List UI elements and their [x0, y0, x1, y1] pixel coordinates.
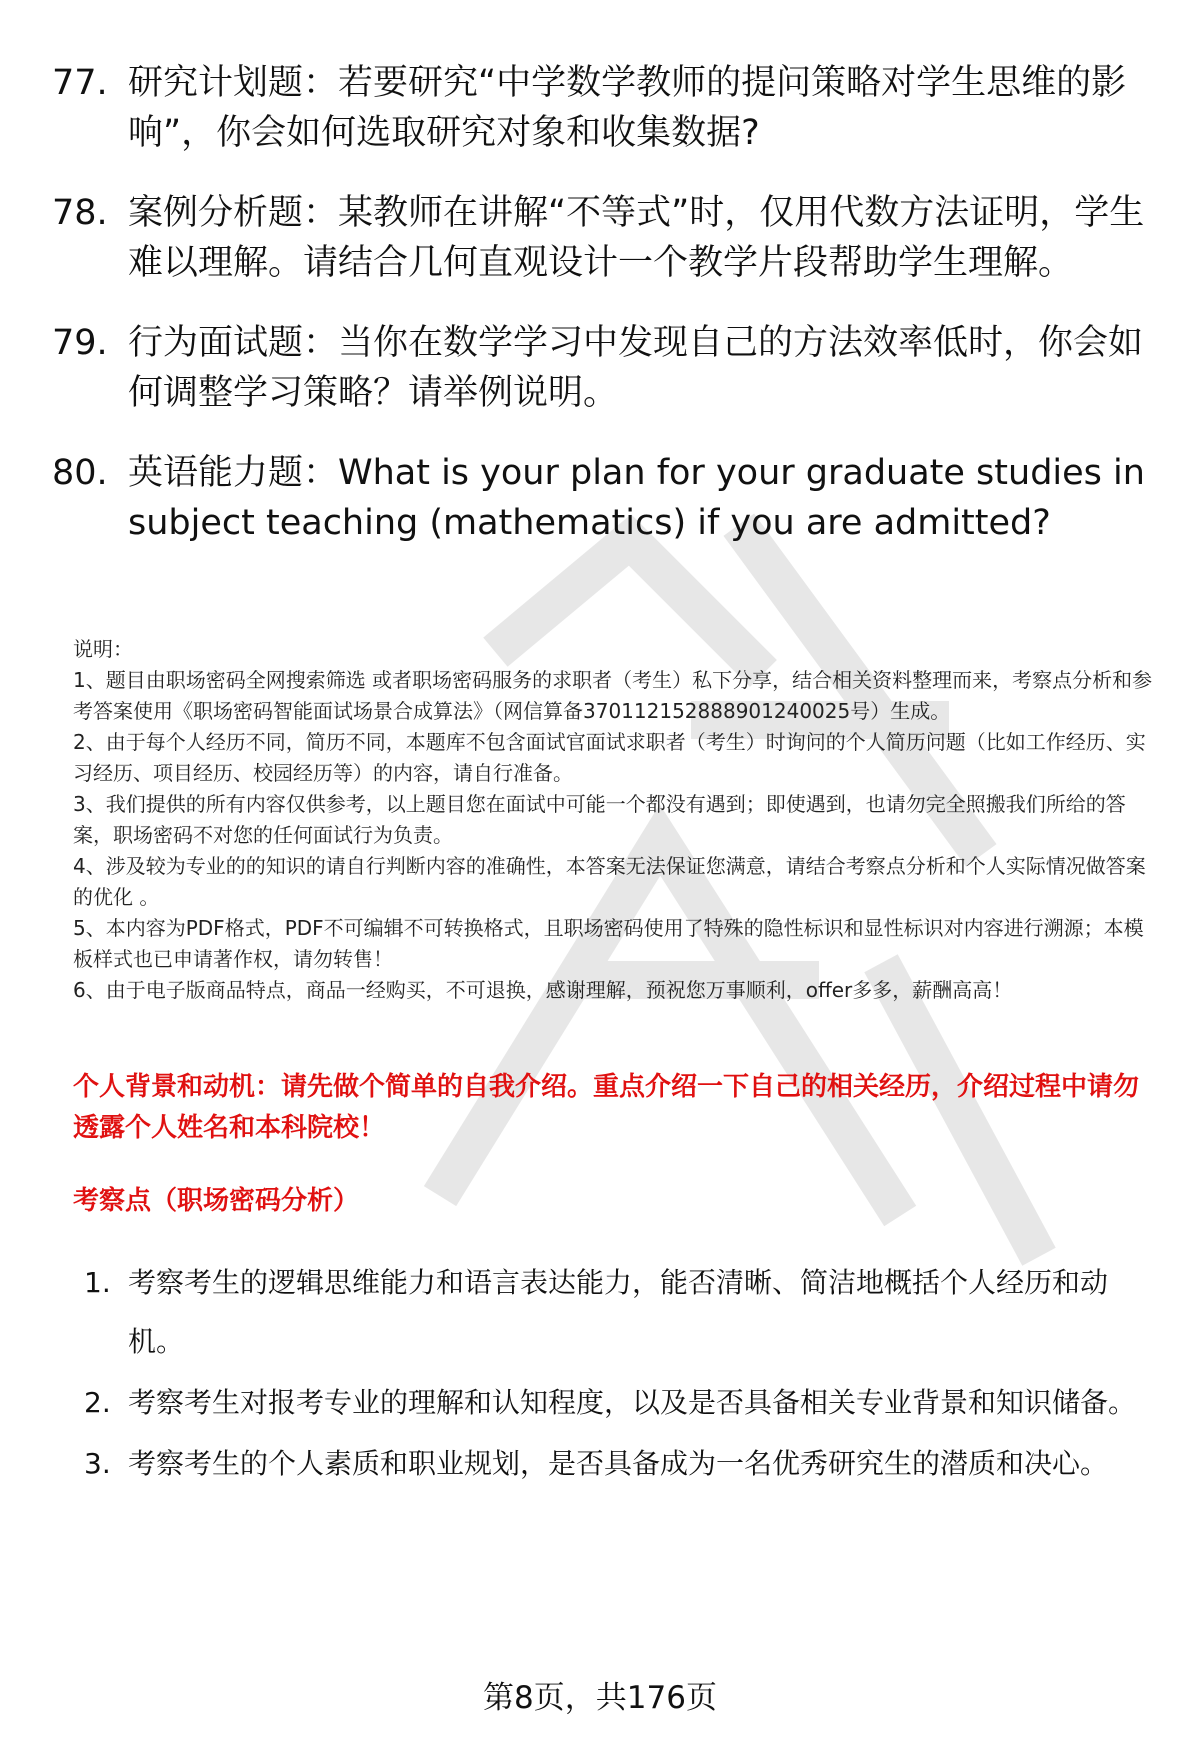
- section-heading: 个人背景和动机：请先做个简单的自我介绍。重点介绍一下自己的相关经历，介绍过程中请勿透露个人姓名和本科院校！: [73, 1072, 1140, 1143]
- question-item: [52, 58, 1152, 158]
- note-item: 2、由于每个人经历不同，简历不同，本题库不包含面试官面试求职者（考生）时询问的个人简历问题（比如工作经历、实习经历、项目经历、校园经历等）的内容，请自行准备。: [73, 730, 1146, 785]
- analysis-point: [84, 1373, 1154, 1432]
- notes-block: [73, 634, 1163, 1006]
- note-item: 1、题目由职场密码全网搜索筛选 或者职场密码服务的求职者（考生）私下分享，结合相关资料整理而来，考察点分析和参考答案使用《职场密码智能面试场景合成算法》（网信算备370112152888901240025号）生成。: [73, 668, 1153, 723]
- question-list: [52, 58, 1152, 578]
- question-item: [52, 188, 1152, 288]
- note-item: 5、本内容为PDF格式，PDF不可编辑不可转换格式，且职场密码使用了特殊的隐性标识和显性标识对内容进行溯源；本模板样式也已申请著作权，请勿转售！: [73, 916, 1144, 971]
- note-item: 4、涉及较为专业的的知识的请自行判断内容的准确性，本答案无法保证您满意，请结合考察点分析和个人实际情况做答案的优化 。: [73, 854, 1146, 909]
- note-item: 6、由于电子版商品特点，商品一经购买，不可退换，感谢理解，预祝您万事顺利，offer多多，薪酬高高！: [73, 978, 1013, 1002]
- question-number: 78.: [52, 193, 108, 233]
- question-text: 行为面试题：当你在数学学习中发现自己的方法效率低时，你会如何调整学习策略？请举例说明。: [128, 323, 1144, 413]
- question-text: 研究计划题：若要研究“中学数学教师的提问策略对学生思维的影响”，你会如何选取研究对象和收集数据?: [128, 63, 1127, 153]
- point-number: 3.: [84, 1447, 111, 1480]
- analysis-point: [84, 1253, 1154, 1371]
- question-text: 英语能力题：What is your plan for your graduate studies in subject teaching (mathematics) if you are admitted?: [128, 453, 1145, 543]
- question-number: 77.: [52, 63, 108, 103]
- point-text: 考察考生对报考专业的理解和认知程度，以及是否具备相关专业背景和知识储备。: [128, 1386, 1137, 1419]
- question-text: 案例分析题：某教师在讲解“不等式”时，仅用代数方法证明，学生难以理解。请结合几何直观设计一个教学片段帮助学生理解。: [128, 193, 1145, 283]
- notes-title: 说明：: [73, 637, 133, 661]
- analysis-point: [84, 1434, 1154, 1493]
- question-item: [52, 448, 1152, 548]
- analysis-point-list: [84, 1253, 1154, 1495]
- point-text: 考察考生的逻辑思维能力和语言表达能力，能否清晰、简洁地概括个人经历和动机。: [128, 1266, 1109, 1358]
- point-number: 2.: [84, 1386, 111, 1419]
- note-item: 3、我们提供的所有内容仅供参考，以上题目您在面试中可能一个都没有遇到；即使遇到，也请勿完全照搬我们所给的答案，职场密码不对您的任何面试行为负责。: [73, 792, 1126, 847]
- question-number: 80.: [52, 453, 108, 493]
- section-subheading: 考察点（职场密码分析）: [73, 1186, 360, 1216]
- point-number: 1.: [84, 1266, 111, 1299]
- question-item: [52, 318, 1152, 418]
- page-footer: 第8页，共176页: [483, 1680, 717, 1716]
- point-text: 考察考生的个人素质和职业规划，是否具备成为一名优秀研究生的潜质和决心。: [128, 1447, 1109, 1480]
- question-number: 79.: [52, 323, 108, 363]
